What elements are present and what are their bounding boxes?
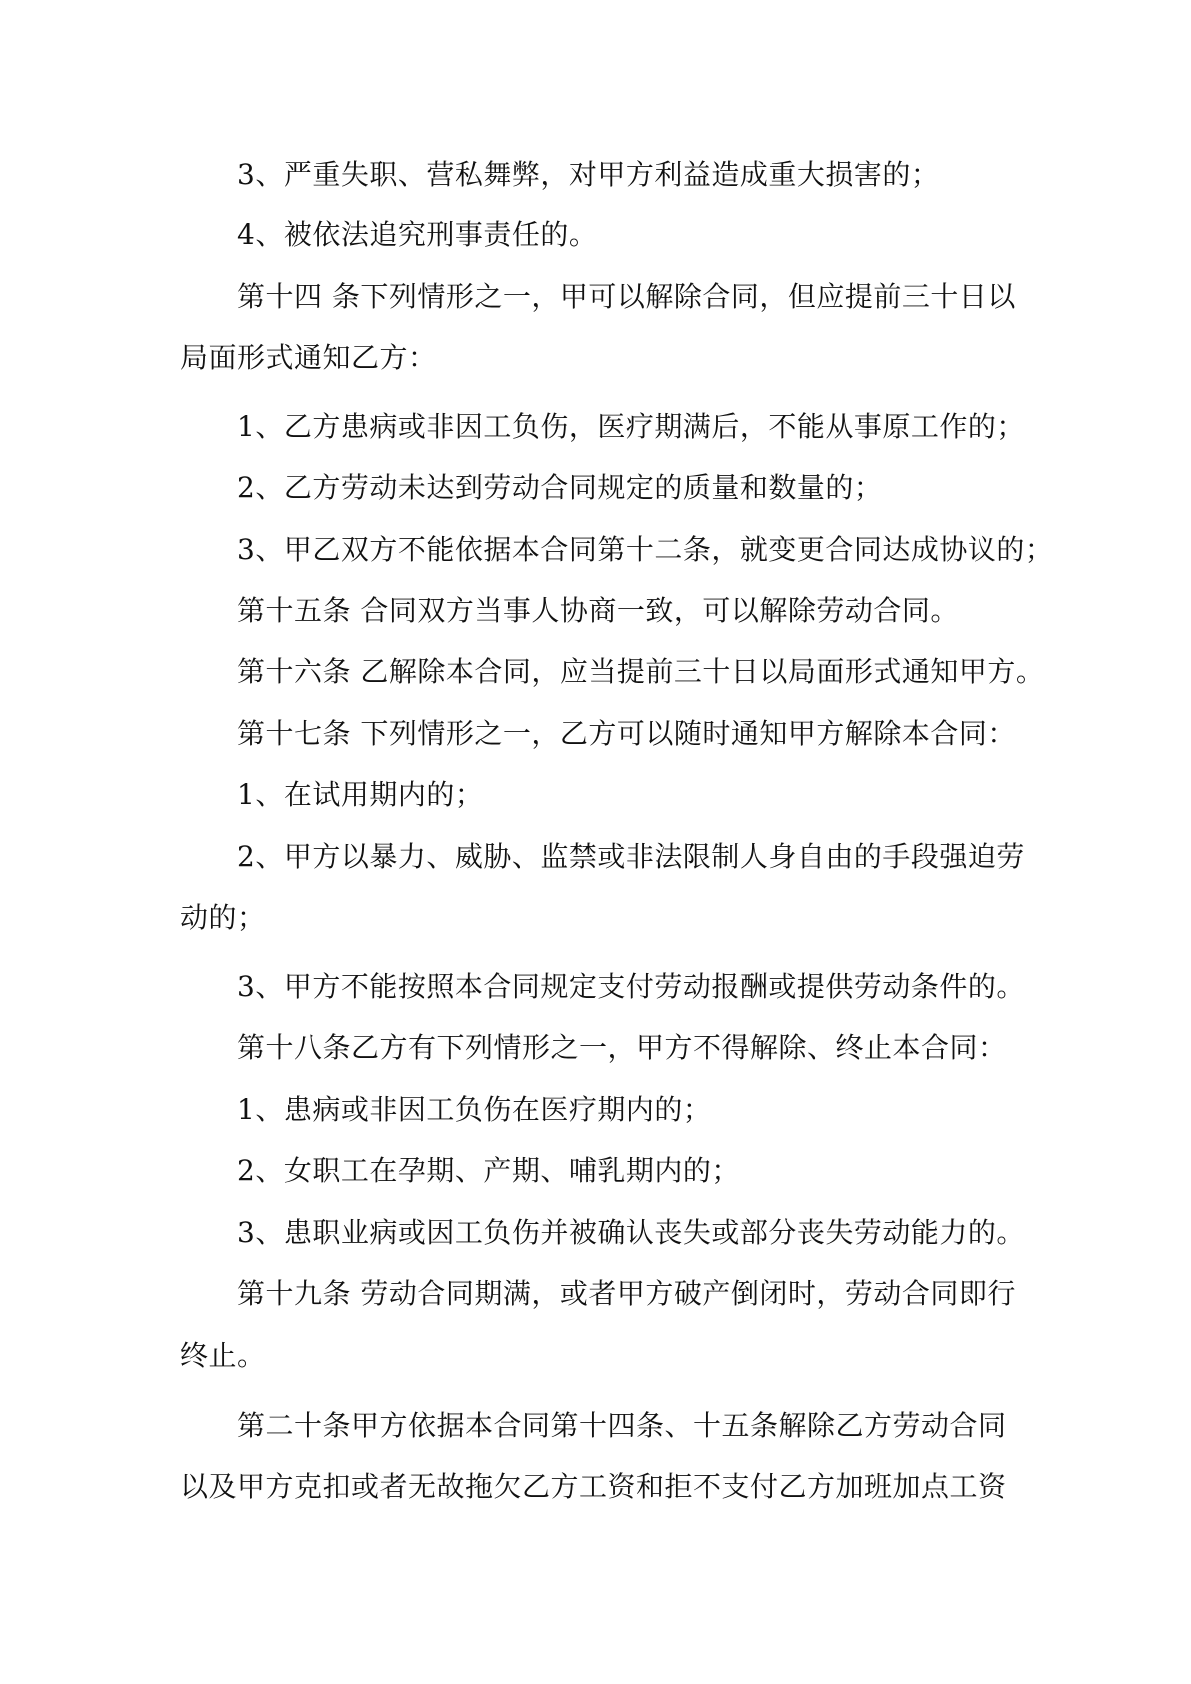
text-line: 第十七条 下列情形之一，乙方可以随时通知甲方解除本合同： [237,717,1016,750]
text-line: 1、在试用期内的； [237,778,484,811]
text-line: 第十九条 劳动合同期满，或者甲方破产倒闭时，劳动合同即行 [237,1277,1016,1310]
text-line: 动的； [180,901,266,934]
text-line: 2、甲方以暴力、威胁、监禁或非法限制人身自由的手段强迫劳 [237,840,1025,873]
text-line: 2、女职工在孕期、产期、哺乳期内的； [237,1154,740,1187]
text-line: 第十八条乙方有下列情形之一，甲方不得解除、终止本合同： [237,1031,1007,1064]
text-line: 终止。 [180,1339,266,1372]
text-line: 第十四 条下列情形之一，甲可以解除合同，但应提前三十日以 [237,280,1016,313]
text-line: 第十五条 合同双方当事人协商一致，可以解除劳动合同。 [237,594,959,627]
text-line: 第二十条甲方依据本合同第十四条、十五条解除乙方劳动合同 [237,1409,1007,1442]
text-line: 1、乙方患病或非因工负伤，医疗期满后，不能从事原工作的； [237,410,1025,443]
text-line: 3、严重失职、营私舞弊，对甲方利益造成重大损害的； [237,158,940,191]
text-line: 2、乙方劳动未达到劳动合同规定的质量和数量的； [237,471,883,504]
text-line: 3、甲方不能按照本合同规定支付劳动报酬或提供劳动条件的。 [237,970,1025,1003]
text-line: 以及甲方克扣或者无故拖欠乙方工资和拒不支付乙方加班加点工资 [180,1470,1007,1503]
text-line: 4、被依法追究刑事责任的。 [237,218,598,251]
text-line: 3、甲乙双方不能依据本合同第十二条，就变更合同达成协议的； [237,533,1054,566]
text-line: 1、患病或非因工负伤在医疗期内的； [237,1093,712,1126]
text-line: 局面形式通知乙方： [180,341,437,374]
text-line: 第十六条 乙解除本合同，应当提前三十日以局面形式通知甲方。 [237,655,1045,688]
text-line: 3、患职业病或因工负伤并被确认丧失或部分丧失劳动能力的。 [237,1216,1025,1249]
